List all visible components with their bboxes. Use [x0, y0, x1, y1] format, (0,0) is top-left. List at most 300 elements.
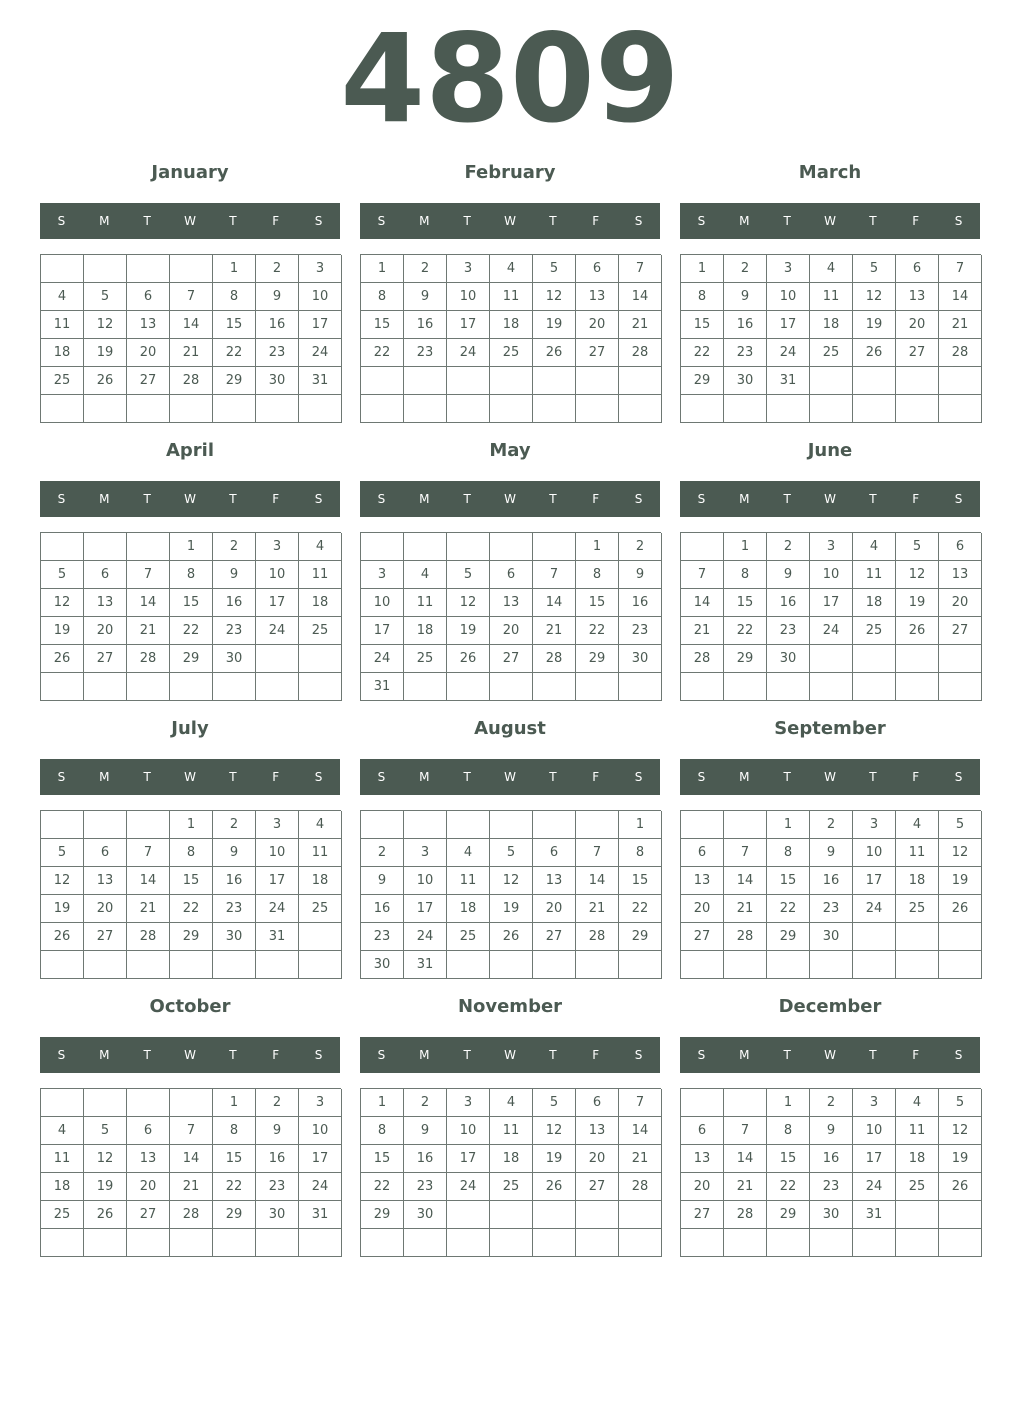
- day-cell: 23: [361, 923, 404, 951]
- day-cell: 19: [853, 311, 896, 339]
- day-cell: 5: [533, 1089, 576, 1117]
- empty-cell: [490, 811, 533, 839]
- empty-cell: [170, 951, 213, 979]
- day-cell: 25: [896, 895, 939, 923]
- day-cell: 1: [724, 533, 767, 561]
- day-cell: 28: [724, 923, 767, 951]
- weekday-label: S: [954, 492, 963, 506]
- empty-cell: [361, 1229, 404, 1257]
- day-cell: 16: [361, 895, 404, 923]
- empty-cell: [810, 367, 853, 395]
- day-cell: 13: [576, 283, 619, 311]
- weekday-header: [360, 1037, 660, 1073]
- day-cell: 24: [447, 1173, 490, 1201]
- day-cell: 13: [896, 283, 939, 311]
- day-cell: 22: [767, 1173, 810, 1201]
- day-cell: 20: [939, 589, 982, 617]
- day-cell: 16: [213, 589, 256, 617]
- day-cell: 25: [299, 895, 342, 923]
- weekday-label: T: [783, 492, 791, 506]
- day-cell: 25: [41, 367, 84, 395]
- day-cell: 29: [619, 923, 662, 951]
- day-cell: 23: [767, 617, 810, 645]
- empty-cell: [299, 645, 342, 673]
- day-cell: 13: [490, 589, 533, 617]
- day-cell: 24: [853, 1173, 896, 1201]
- month-name: August: [474, 718, 546, 739]
- weekday-label: W: [504, 492, 516, 506]
- day-cell: 2: [767, 533, 810, 561]
- day-cell: 12: [41, 589, 84, 617]
- empty-cell: [84, 673, 127, 701]
- day-cell: 15: [767, 867, 810, 895]
- empty-cell: [810, 645, 853, 673]
- day-cell: 10: [404, 867, 447, 895]
- day-grid: [40, 1088, 341, 1257]
- day-cell: 21: [576, 895, 619, 923]
- day-cell: 12: [533, 283, 576, 311]
- weekday-header: [360, 759, 660, 795]
- day-cell: 31: [404, 951, 447, 979]
- empty-cell: [41, 1229, 84, 1257]
- day-cell: 16: [619, 589, 662, 617]
- day-cell: 4: [896, 811, 939, 839]
- day-cell: 17: [299, 311, 342, 339]
- day-cell: 27: [490, 645, 533, 673]
- weekday-label: T: [143, 770, 151, 784]
- empty-cell: [361, 367, 404, 395]
- day-cell: 23: [256, 339, 299, 367]
- empty-cell: [896, 951, 939, 979]
- weekday-label: T: [549, 770, 557, 784]
- day-cell: 22: [767, 895, 810, 923]
- day-cell: 1: [681, 255, 724, 283]
- empty-cell: [939, 923, 982, 951]
- day-cell: 10: [810, 561, 853, 589]
- day-cell: 23: [404, 339, 447, 367]
- empty-cell: [533, 1201, 576, 1229]
- day-cell: 18: [299, 867, 342, 895]
- day-cell: 31: [256, 923, 299, 951]
- day-cell: 8: [170, 839, 213, 867]
- day-cell: 25: [41, 1201, 84, 1229]
- day-grid: [40, 810, 341, 979]
- day-cell: 18: [896, 1145, 939, 1173]
- day-cell: 27: [127, 1201, 170, 1229]
- empty-cell: [41, 395, 84, 423]
- day-cell: 6: [127, 283, 170, 311]
- day-cell: 3: [853, 1089, 896, 1117]
- day-cell: 4: [447, 839, 490, 867]
- empty-cell: [681, 951, 724, 979]
- weekday-label: T: [229, 770, 237, 784]
- day-cell: 7: [724, 1117, 767, 1145]
- empty-cell: [681, 811, 724, 839]
- day-cell: 14: [681, 589, 724, 617]
- empty-cell: [533, 673, 576, 701]
- day-cell: 26: [939, 895, 982, 923]
- day-cell: 4: [299, 533, 342, 561]
- day-cell: 13: [939, 561, 982, 589]
- weekday-label: F: [272, 770, 280, 784]
- weekday-label: M: [739, 1048, 750, 1062]
- empty-cell: [767, 395, 810, 423]
- weekday-label: S: [634, 214, 643, 228]
- empty-cell: [896, 645, 939, 673]
- day-cell: 23: [404, 1173, 447, 1201]
- weekday-label: F: [912, 770, 920, 784]
- day-cell: 14: [170, 311, 213, 339]
- empty-cell: [810, 1229, 853, 1257]
- empty-cell: [810, 951, 853, 979]
- empty-cell: [767, 673, 810, 701]
- day-cell: 4: [41, 1117, 84, 1145]
- day-cell: 28: [619, 339, 662, 367]
- weekday-label: W: [824, 214, 836, 228]
- weekday-label: S: [697, 770, 706, 784]
- month-name: February: [464, 162, 556, 183]
- empty-cell: [576, 1201, 619, 1229]
- empty-cell: [619, 1201, 662, 1229]
- weekday-label: T: [229, 492, 237, 506]
- day-cell: 27: [533, 923, 576, 951]
- day-cell: 18: [41, 1173, 84, 1201]
- day-cell: 29: [213, 1201, 256, 1229]
- weekday-label: M: [739, 770, 750, 784]
- day-cell: 6: [939, 533, 982, 561]
- day-cell: 20: [896, 311, 939, 339]
- empty-cell: [127, 811, 170, 839]
- empty-cell: [256, 673, 299, 701]
- day-cell: 19: [84, 339, 127, 367]
- day-cell: 10: [299, 1117, 342, 1145]
- day-cell: 14: [939, 283, 982, 311]
- day-cell: 22: [170, 895, 213, 923]
- day-cell: 4: [490, 255, 533, 283]
- day-cell: 21: [127, 617, 170, 645]
- day-cell: 12: [490, 867, 533, 895]
- day-cell: 2: [256, 255, 299, 283]
- day-grid: [680, 254, 981, 423]
- day-cell: 11: [896, 839, 939, 867]
- day-cell: 3: [299, 255, 342, 283]
- weekday-label: S: [954, 770, 963, 784]
- day-cell: 26: [41, 645, 84, 673]
- empty-cell: [853, 923, 896, 951]
- day-cell: 14: [127, 589, 170, 617]
- empty-cell: [939, 951, 982, 979]
- day-cell: 2: [810, 1089, 853, 1117]
- empty-cell: [299, 923, 342, 951]
- day-cell: 19: [447, 617, 490, 645]
- day-cell: 3: [404, 839, 447, 867]
- weekday-label: S: [697, 492, 706, 506]
- day-cell: 1: [170, 533, 213, 561]
- empty-cell: [576, 395, 619, 423]
- day-cell: 23: [213, 895, 256, 923]
- day-cell: 6: [84, 839, 127, 867]
- empty-cell: [41, 673, 84, 701]
- weekday-label: F: [592, 492, 600, 506]
- day-cell: 27: [84, 923, 127, 951]
- day-cell: 8: [213, 283, 256, 311]
- day-cell: 4: [299, 811, 342, 839]
- day-cell: 9: [256, 1117, 299, 1145]
- empty-cell: [299, 673, 342, 701]
- day-cell: 27: [576, 1173, 619, 1201]
- day-cell: 16: [256, 311, 299, 339]
- day-cell: 12: [41, 867, 84, 895]
- day-cell: 7: [170, 283, 213, 311]
- day-cell: 17: [447, 1145, 490, 1173]
- weekday-label: M: [99, 1048, 110, 1062]
- day-grid: [680, 1088, 981, 1257]
- day-cell: 14: [619, 283, 662, 311]
- empty-cell: [404, 811, 447, 839]
- weekday-label: S: [634, 770, 643, 784]
- day-cell: 23: [256, 1173, 299, 1201]
- day-cell: 9: [619, 561, 662, 589]
- day-cell: 12: [84, 311, 127, 339]
- day-cell: 25: [404, 645, 447, 673]
- day-cell: 20: [576, 311, 619, 339]
- day-cell: 27: [896, 339, 939, 367]
- day-cell: 10: [767, 283, 810, 311]
- day-cell: 8: [724, 561, 767, 589]
- empty-cell: [447, 1229, 490, 1257]
- empty-cell: [170, 1089, 213, 1117]
- day-cell: 26: [41, 923, 84, 951]
- day-cell: 25: [447, 923, 490, 951]
- day-cell: 27: [576, 339, 619, 367]
- day-cell: 15: [361, 1145, 404, 1173]
- empty-cell: [533, 1229, 576, 1257]
- day-cell: 6: [533, 839, 576, 867]
- empty-cell: [490, 533, 533, 561]
- weekday-header: [40, 759, 340, 795]
- empty-cell: [256, 1229, 299, 1257]
- day-cell: 13: [576, 1117, 619, 1145]
- weekday-label: M: [739, 214, 750, 228]
- day-cell: 3: [767, 255, 810, 283]
- day-cell: 24: [256, 617, 299, 645]
- day-cell: 2: [619, 533, 662, 561]
- empty-cell: [853, 367, 896, 395]
- day-cell: 9: [724, 283, 767, 311]
- day-cell: 24: [767, 339, 810, 367]
- weekday-label: W: [824, 770, 836, 784]
- day-cell: 25: [853, 617, 896, 645]
- day-cell: 17: [853, 1145, 896, 1173]
- empty-cell: [767, 951, 810, 979]
- day-cell: 7: [576, 839, 619, 867]
- weekday-header: [360, 203, 660, 239]
- day-cell: 13: [533, 867, 576, 895]
- empty-cell: [490, 1229, 533, 1257]
- day-cell: 7: [619, 1089, 662, 1117]
- day-cell: 21: [533, 617, 576, 645]
- day-cell: 24: [361, 645, 404, 673]
- day-cell: 28: [619, 1173, 662, 1201]
- month-name: July: [171, 718, 209, 739]
- weekday-header: [40, 481, 340, 517]
- day-cell: 15: [170, 589, 213, 617]
- day-cell: 29: [170, 645, 213, 673]
- day-cell: 25: [810, 339, 853, 367]
- day-cell: 6: [896, 255, 939, 283]
- empty-cell: [404, 673, 447, 701]
- empty-cell: [127, 395, 170, 423]
- day-grid: [360, 1088, 661, 1257]
- day-cell: 28: [681, 645, 724, 673]
- weekday-label: T: [229, 1048, 237, 1062]
- day-grid: [40, 532, 341, 701]
- month-name: January: [151, 162, 229, 183]
- weekday-header: [680, 203, 980, 239]
- day-cell: 26: [533, 1173, 576, 1201]
- day-cell: 28: [533, 645, 576, 673]
- day-cell: 13: [681, 867, 724, 895]
- weekday-label: F: [912, 1048, 920, 1062]
- day-cell: 18: [404, 617, 447, 645]
- day-cell: 23: [810, 895, 853, 923]
- empty-cell: [447, 811, 490, 839]
- empty-cell: [939, 1229, 982, 1257]
- day-cell: 28: [939, 339, 982, 367]
- empty-cell: [84, 395, 127, 423]
- weekday-label: S: [314, 1048, 323, 1062]
- month-name: December: [778, 996, 882, 1017]
- empty-cell: [213, 951, 256, 979]
- day-cell: 22: [213, 339, 256, 367]
- weekday-label: T: [463, 1048, 471, 1062]
- weekday-label: M: [419, 214, 430, 228]
- day-cell: 20: [533, 895, 576, 923]
- empty-cell: [84, 951, 127, 979]
- weekday-label: S: [697, 1048, 706, 1062]
- day-cell: 23: [619, 617, 662, 645]
- day-cell: 8: [213, 1117, 256, 1145]
- day-cell: 9: [361, 867, 404, 895]
- day-cell: 15: [213, 311, 256, 339]
- day-cell: 8: [361, 1117, 404, 1145]
- day-cell: 24: [447, 339, 490, 367]
- empty-cell: [127, 1229, 170, 1257]
- day-cell: 9: [404, 283, 447, 311]
- day-cell: 5: [41, 839, 84, 867]
- weekday-label: M: [99, 770, 110, 784]
- empty-cell: [853, 1229, 896, 1257]
- empty-cell: [256, 395, 299, 423]
- empty-cell: [939, 367, 982, 395]
- day-cell: 7: [619, 255, 662, 283]
- empty-cell: [404, 395, 447, 423]
- day-cell: 2: [404, 255, 447, 283]
- day-cell: 11: [447, 867, 490, 895]
- day-cell: 26: [853, 339, 896, 367]
- weekday-label: W: [824, 1048, 836, 1062]
- day-cell: 30: [256, 367, 299, 395]
- weekday-label: S: [377, 214, 386, 228]
- day-cell: 24: [299, 339, 342, 367]
- weekday-label: S: [57, 492, 66, 506]
- day-cell: 11: [490, 283, 533, 311]
- day-cell: 15: [170, 867, 213, 895]
- day-cell: 5: [447, 561, 490, 589]
- year-title: 4809: [340, 8, 680, 150]
- empty-cell: [404, 533, 447, 561]
- weekday-label: T: [143, 1048, 151, 1062]
- day-cell: 3: [447, 1089, 490, 1117]
- empty-cell: [767, 1229, 810, 1257]
- day-cell: 19: [533, 1145, 576, 1173]
- empty-cell: [533, 951, 576, 979]
- day-cell: 29: [767, 923, 810, 951]
- day-cell: 17: [447, 311, 490, 339]
- empty-cell: [853, 395, 896, 423]
- day-cell: 5: [939, 1089, 982, 1117]
- weekday-label: M: [99, 214, 110, 228]
- day-cell: 11: [853, 561, 896, 589]
- day-grid: [680, 532, 981, 701]
- day-cell: 11: [490, 1117, 533, 1145]
- empty-cell: [361, 533, 404, 561]
- empty-cell: [256, 645, 299, 673]
- day-cell: 1: [213, 1089, 256, 1117]
- weekday-label: W: [504, 214, 516, 228]
- day-cell: 19: [939, 867, 982, 895]
- day-cell: 26: [84, 367, 127, 395]
- weekday-label: F: [592, 770, 600, 784]
- day-cell: 15: [724, 589, 767, 617]
- day-cell: 22: [681, 339, 724, 367]
- weekday-label: W: [184, 770, 196, 784]
- empty-cell: [619, 395, 662, 423]
- day-cell: 4: [404, 561, 447, 589]
- day-cell: 14: [724, 867, 767, 895]
- empty-cell: [41, 255, 84, 283]
- day-cell: 2: [724, 255, 767, 283]
- day-cell: 21: [170, 339, 213, 367]
- weekday-label: T: [783, 214, 791, 228]
- day-cell: 21: [619, 311, 662, 339]
- month-name: November: [457, 996, 563, 1017]
- day-cell: 17: [256, 589, 299, 617]
- month-name: September: [774, 718, 886, 739]
- day-cell: 5: [41, 561, 84, 589]
- day-cell: 2: [810, 811, 853, 839]
- weekday-label: F: [592, 214, 600, 228]
- day-cell: 29: [213, 367, 256, 395]
- empty-cell: [41, 533, 84, 561]
- day-cell: 28: [576, 923, 619, 951]
- weekday-label: F: [272, 1048, 280, 1062]
- weekday-label: M: [419, 1048, 430, 1062]
- day-cell: 30: [767, 645, 810, 673]
- weekday-header: [40, 203, 340, 239]
- day-cell: 24: [256, 895, 299, 923]
- day-cell: 12: [896, 561, 939, 589]
- empty-cell: [447, 1201, 490, 1229]
- day-cell: 27: [84, 645, 127, 673]
- weekday-label: W: [184, 214, 196, 228]
- day-grid: [360, 532, 661, 701]
- day-cell: 17: [767, 311, 810, 339]
- weekday-label: T: [869, 492, 877, 506]
- day-cell: 2: [404, 1089, 447, 1117]
- empty-cell: [84, 1229, 127, 1257]
- day-cell: 29: [724, 645, 767, 673]
